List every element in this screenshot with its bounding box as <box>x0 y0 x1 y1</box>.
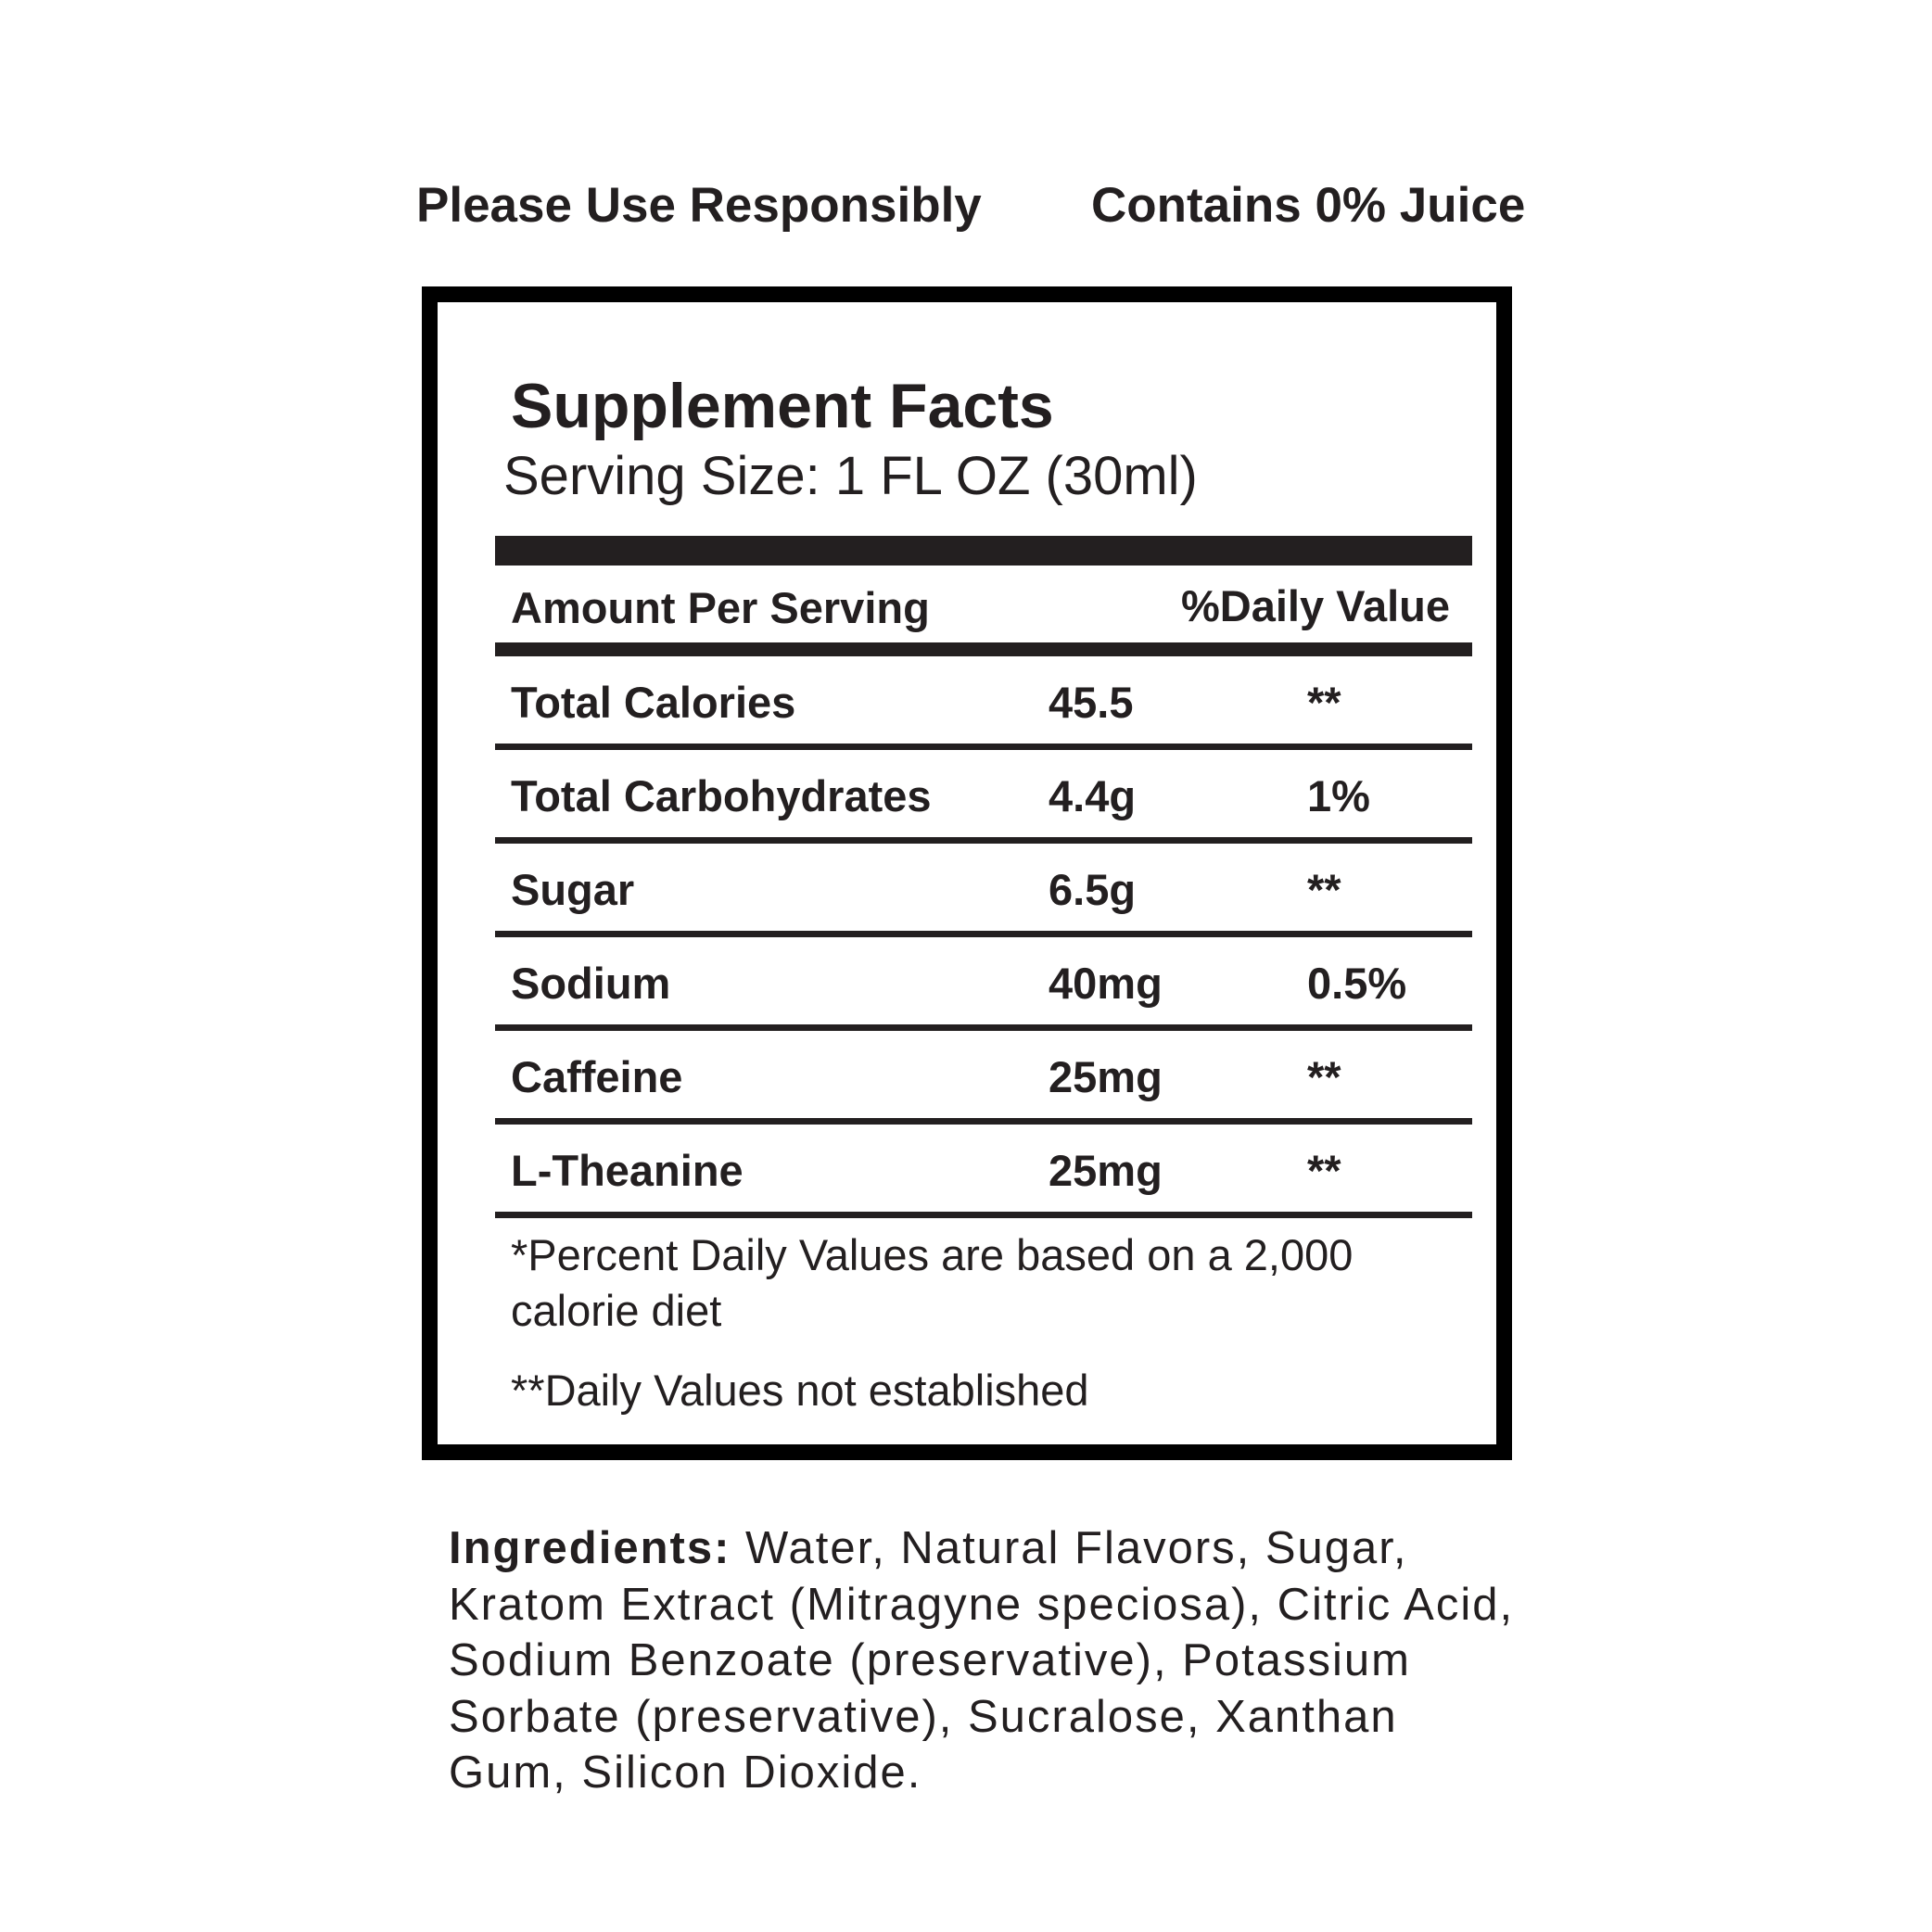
nutrient-daily-value: ** <box>1307 678 1341 727</box>
nutrient-amount: 25mg <box>1049 1146 1163 1195</box>
responsibility-note: Please Use Responsibly <box>416 178 982 233</box>
ingredients-label: Ingredients: <box>449 1523 731 1573</box>
amount-per-serving-header: Amount Per Serving <box>511 583 930 632</box>
facts-table <box>495 656 1472 1218</box>
nutrient-name: Sodium <box>511 959 671 1008</box>
nutrient-daily-value: 0.5% <box>1307 959 1407 1008</box>
serving-size: Serving Size: 1 FL OZ (30ml) <box>503 446 1198 506</box>
table-row <box>495 656 1472 750</box>
nutrient-daily-value: ** <box>1307 865 1341 914</box>
nutrient-name: Total Carbohydrates <box>511 771 932 820</box>
nutrient-amount: 45.5 <box>1049 678 1134 727</box>
nutrient-daily-value: ** <box>1307 1052 1341 1101</box>
nutrient-name: L-Theanine <box>511 1146 744 1195</box>
supplement-facts-panel <box>422 286 1512 1460</box>
nutrient-daily-value: ** <box>1307 1146 1341 1195</box>
medium-divider <box>495 642 1472 656</box>
table-row <box>495 844 1472 937</box>
nutrient-amount: 25mg <box>1049 1052 1163 1101</box>
not-established-footnote: **Daily Values not established <box>511 1366 1089 1415</box>
facts-title: Supplement Facts <box>511 371 1054 441</box>
nutrient-name: Caffeine <box>511 1052 683 1101</box>
ingredients-list <box>449 1520 1524 1801</box>
table-row <box>495 750 1472 844</box>
daily-value-footnote: *Percent Daily Values are based on a 2,000 calorie diet <box>511 1230 1354 1335</box>
daily-value-header: %Daily Value <box>1181 581 1450 630</box>
nutrient-name: Total Calories <box>511 678 796 727</box>
facts-header-row <box>495 573 1472 638</box>
nutrient-amount: 6.5g <box>1049 865 1137 914</box>
nutrient-daily-value: 1% <box>1307 771 1370 820</box>
table-row <box>495 937 1472 1031</box>
nutrient-amount: 4.4g <box>1049 771 1137 820</box>
ingredients-text: Water, Natural Flavors, Sugar, Kratom Extract (Mitragyne speciosa), Citric Acid, Sodium Benzoate (preservative), Potassium Sorbate (preservative), Sucralose, Xanthan Gum, Silicon Dioxide. <box>449 1523 1515 1798</box>
nutrient-amount: 40mg <box>1049 959 1163 1008</box>
thick-divider <box>495 536 1472 566</box>
nutrient-name: Sugar <box>511 865 635 914</box>
table-row <box>495 1125 1472 1218</box>
juice-content-note: Contains 0% Juice <box>1091 178 1526 233</box>
table-row <box>495 1031 1472 1125</box>
